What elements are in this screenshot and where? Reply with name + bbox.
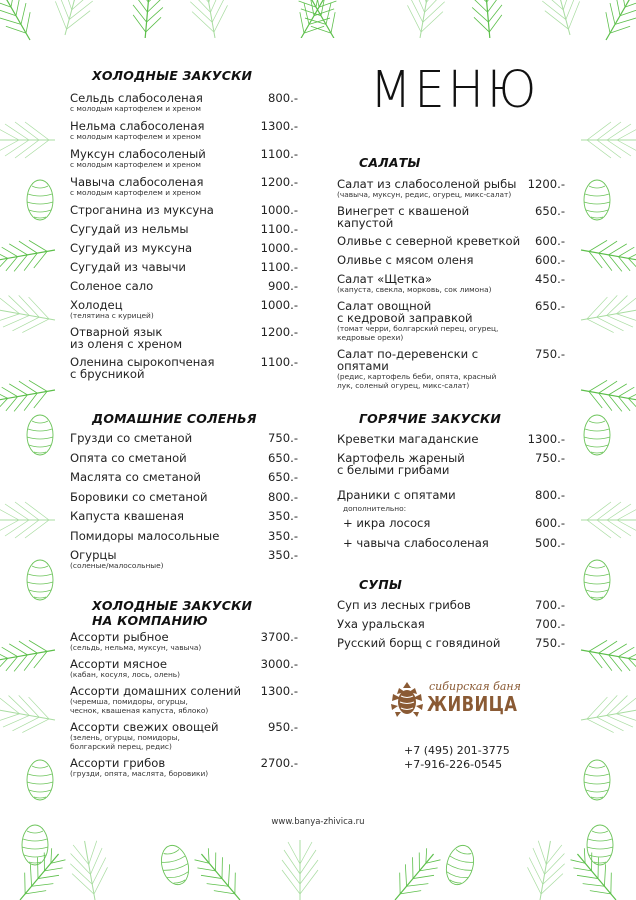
item-name: Помидоры малосольные	[70, 528, 220, 543]
menu-item	[70, 280, 302, 292]
item-price: 900.-	[268, 279, 298, 293]
item-description: (капуста, свекла, морковь, сок лимона)	[337, 285, 492, 294]
page-title: МЕНЮ	[370, 60, 540, 120]
menu-item	[337, 599, 569, 611]
item-name: Ассорти грибов	[70, 756, 166, 770]
section-title: ДОМАШНИЕ СОЛЕНЬЯ	[92, 411, 257, 426]
item-name: Боровики со сметаной	[70, 489, 208, 504]
section-cold-company	[70, 598, 302, 784]
item-name: Соленое сало	[70, 279, 154, 293]
item-name: Маслята со сметаной	[70, 470, 201, 484]
menu-item	[70, 261, 302, 273]
item-price: 600.-	[535, 253, 565, 267]
section-title: ХОЛОДНЫЕ ЗАКУСКИ НА КОМПАНИЮ	[92, 598, 253, 628]
section-title: ГОРЯЧИЕ ЗАКУСКИ	[359, 411, 502, 426]
left-column	[70, 68, 302, 778]
item-price: 350.-	[268, 509, 298, 523]
item-price: 650.-	[268, 450, 298, 465]
left-pine-branches	[0, 122, 58, 800]
extras-note: дополнительно:	[343, 504, 407, 513]
menu-item	[70, 148, 302, 169]
item-name: Ассорти свежих овощей	[70, 720, 219, 734]
item-description: (соленые/малосольные)	[70, 561, 164, 570]
item-price: 1000.-	[260, 241, 298, 255]
menu-item	[337, 618, 569, 630]
item-name: Салат из слабосоленой рыбы	[337, 177, 517, 191]
item-description: (телятина с курицей)	[70, 311, 154, 320]
menu-item	[337, 300, 569, 342]
item-name: Уха уральская	[337, 617, 425, 631]
item-name: Креветки магаданские	[337, 432, 479, 446]
menu-item	[70, 530, 302, 542]
item-description: с молодым картофелем и хреном	[70, 104, 201, 113]
item-description: (зелень, огурцы, помидоры, болгарский перец, редис)	[70, 733, 180, 751]
menu-item	[70, 92, 302, 113]
menu-item	[337, 637, 569, 649]
item-price: 1100.-	[260, 355, 298, 369]
menu-item	[70, 631, 302, 652]
item-name: Салат по-деревенски с опятами	[337, 347, 479, 373]
item-name: Сугудай из муксуна	[70, 241, 193, 255]
item-price: 950.-	[268, 720, 298, 734]
menu-item	[70, 176, 302, 197]
menu-item	[70, 721, 302, 751]
section-home-pickles	[70, 411, 302, 578]
menu-item	[70, 326, 302, 350]
item-name: + икра лосося	[343, 516, 431, 530]
item-description: с молодым картофелем и хреном	[70, 132, 201, 141]
item-price: 650.-	[535, 299, 565, 313]
item-name: Русский борщ с говядиной	[337, 636, 501, 650]
pine-cone-logo-icon	[389, 680, 425, 720]
item-description: (редис, картофель беби, опята, красный лук, соленый огурец, микс-салат)	[337, 372, 497, 390]
item-name: Ассорти рыбное	[70, 630, 169, 644]
menu-item	[70, 658, 302, 679]
brand-logo	[389, 678, 521, 720]
item-price: 1200.-	[260, 325, 298, 339]
item-description: (черемша, помидоры, огурцы, чеснок, квашеная капуста, яблоко)	[70, 697, 209, 715]
item-price: 2700.-	[260, 756, 298, 770]
menu-item	[70, 242, 302, 254]
item-name: Огурцы	[70, 548, 117, 562]
item-price: 350.-	[268, 548, 298, 562]
menu-item	[337, 235, 569, 247]
item-name: Чавыча слабосоленая	[70, 175, 204, 189]
logo-name: ЖИВИЦА	[427, 692, 518, 716]
item-name: Оленина сырокопченая с брусникой	[70, 355, 215, 381]
item-price: 700.-	[535, 617, 565, 631]
contact-phones	[404, 744, 510, 772]
item-name: Салат «Щетка»	[337, 272, 433, 286]
menu-item	[70, 510, 302, 522]
item-price: 800.-	[268, 489, 298, 504]
item-name: + чавыча слабосоленая	[343, 536, 489, 550]
item-price: 1000.-	[260, 298, 298, 312]
menu-item	[70, 356, 302, 380]
section-salads	[337, 155, 569, 390]
phone-1[interactable]: +7 (495) 201-3775	[404, 744, 510, 757]
bottom-pine-branches	[9, 825, 628, 900]
item-name: Строганина из муксуна	[70, 203, 214, 217]
item-price: 1000.-	[260, 203, 298, 217]
item-price: 3700.-	[260, 630, 298, 644]
item-price: 1100.-	[260, 260, 298, 274]
menu-item	[337, 205, 569, 229]
item-name: Сельдь слабосоленая	[70, 91, 203, 105]
item-name: Сугудай из чавычи	[70, 260, 186, 274]
item-price: 1300.-	[260, 684, 298, 698]
item-name: Драники с опятами	[337, 488, 456, 502]
menu-item	[337, 452, 569, 476]
item-price: 3000.-	[260, 657, 298, 671]
item-price: 750.-	[268, 431, 298, 445]
item-description: (чавыча, муксун, редис, огурец, микс-салат)	[337, 190, 512, 199]
item-price: 350.-	[268, 528, 298, 543]
menu-item	[70, 685, 302, 715]
menu-item	[337, 348, 569, 390]
item-name: Винегрет с квашеной капустой	[337, 204, 470, 230]
item-price: 1300.-	[527, 432, 565, 446]
item-price: 700.-	[535, 598, 565, 612]
item-name: Сугудай из нельмы	[70, 222, 189, 236]
item-price: 1100.-	[260, 222, 298, 236]
item-price: 500.-	[535, 536, 565, 550]
item-name: Отварной язык из оленя с хреном	[70, 325, 183, 351]
item-price: 1100.-	[260, 147, 298, 161]
menu-item	[70, 432, 302, 444]
logo-tagline: сибирская баня	[429, 680, 521, 693]
item-name: Салат овощной с кедровой заправкой	[337, 299, 473, 325]
item-price: 800.-	[535, 488, 565, 502]
item-name: Опята со сметаной	[70, 450, 187, 465]
item-name: Оливье с северной креветкой	[337, 234, 521, 248]
item-price: 750.-	[535, 347, 565, 361]
item-description: (кабан, косуля, лось, олень)	[70, 670, 181, 679]
menu-item	[70, 491, 302, 503]
section-hot-snacks	[337, 411, 569, 557]
item-price: 650.-	[535, 204, 565, 218]
menu-item	[70, 757, 302, 778]
item-description: (грузди, опята, маслята, боровики)	[70, 769, 209, 778]
item-name: Нельма слабосоленая	[70, 119, 205, 133]
menu-item	[70, 471, 302, 483]
menu-item	[337, 489, 569, 501]
right-column	[337, 155, 569, 650]
menu-item	[70, 452, 302, 464]
item-name: Картофель жареный с белыми грибами	[337, 451, 465, 477]
section-title: ХОЛОДНЫЕ ЗАКУСКИ	[92, 68, 253, 83]
menu-item	[337, 537, 569, 549]
menu-item	[70, 223, 302, 235]
right-pine-branches	[578, 122, 636, 800]
section-cold-snacks	[70, 68, 302, 380]
item-price: 650.-	[268, 470, 298, 484]
item-name: Холодец	[70, 298, 123, 312]
menu-item	[70, 299, 302, 320]
item-name: Ассорти мясное	[70, 657, 168, 671]
item-price: 750.-	[535, 451, 565, 465]
menu-item	[70, 549, 302, 570]
item-description: (сельдь, нельма, муксун, чавыча)	[70, 643, 202, 652]
phone-2[interactable]: +7-916-226-0545	[404, 758, 503, 771]
menu-item	[337, 517, 569, 529]
item-name: Муксун слабосоленый	[70, 147, 206, 161]
menu-item	[337, 178, 569, 199]
section-soups	[337, 577, 569, 656]
menu-item	[70, 204, 302, 216]
website-link[interactable]: www.banya-zhivica.ru	[271, 817, 365, 827]
item-name: Оливье с мясом оленя	[337, 253, 474, 267]
item-price: 750.-	[535, 636, 565, 650]
section-title: САЛАТЫ	[359, 155, 421, 170]
menu-item	[70, 120, 302, 141]
item-name: Грузди со сметаной	[70, 431, 193, 445]
item-price: 1200.-	[527, 177, 565, 191]
item-price: 800.-	[268, 91, 298, 105]
item-price: 450.-	[535, 272, 565, 286]
item-description: (томат черри, болгарский перец, огурец, кедровые орехи)	[337, 324, 499, 342]
menu-item	[337, 433, 569, 445]
item-description: с молодым картофелем и хреном	[70, 188, 201, 197]
item-name: Суп из лесных грибов	[337, 598, 471, 612]
item-price: 1300.-	[260, 119, 298, 133]
item-price: 1200.-	[260, 175, 298, 189]
item-price: 600.-	[535, 234, 565, 248]
menu-item	[337, 254, 569, 266]
item-name: Капуста квашеная	[70, 509, 185, 523]
item-description: с молодым картофелем и хреном	[70, 160, 201, 169]
menu-item	[337, 273, 569, 294]
item-price: 600.-	[535, 516, 565, 530]
section-title: СУПЫ	[359, 577, 403, 592]
item-name: Ассорти домашних солений	[70, 684, 241, 698]
